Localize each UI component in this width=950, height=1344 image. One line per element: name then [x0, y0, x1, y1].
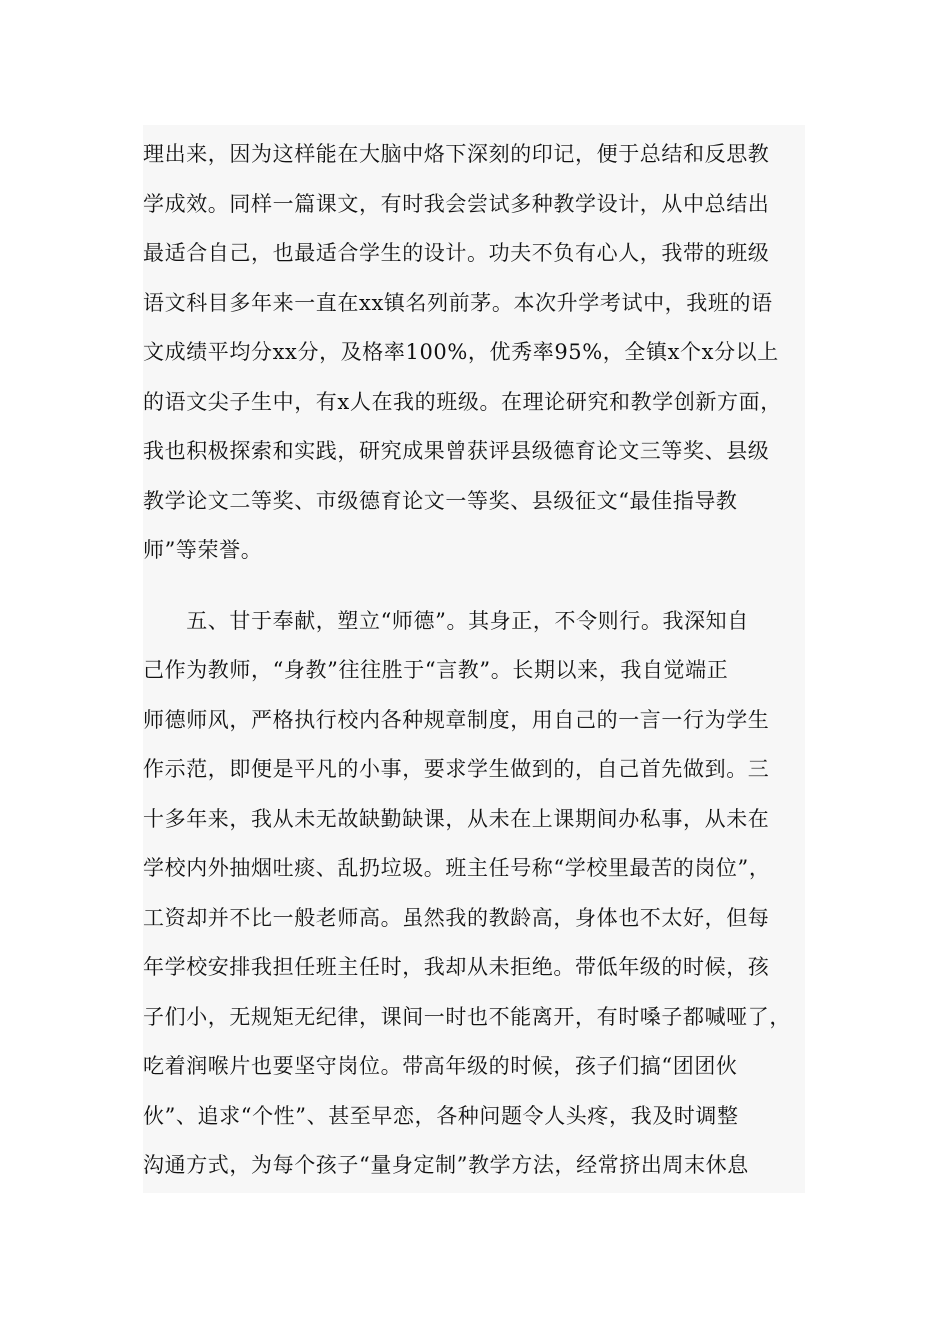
text-line: 我也积极探索和实践，研究成果曾获评县级德育论文三等奖、县级: [143, 439, 770, 463]
text-line: 学成效。同样一篇课文，有时我会尝试多种教学设计，从中总结出: [143, 192, 770, 216]
text-line: 理出来，因为这样能在大脑中烙下深刻的印记，便于总结和反思教: [143, 142, 770, 166]
text-line: 工资却并不比一般老师高。虽然我的教龄高，身体也不太好，但每: [143, 906, 770, 930]
text-line: 年学校安排我担任班主任时，我却从未拒绝。带低年级的时候，孩: [143, 955, 770, 979]
text-line: 十多年来，我从未无故缺勤缺课，从未在上课期间办私事，从未在: [143, 807, 770, 831]
text-line: 伙”、追求“个性”、甚至早恋，各种问题令人头疼，我及时调整: [143, 1104, 739, 1128]
text-line: 语文科目多年来一直在xx镇名列前茅。本次升学考试中，我班的语: [143, 291, 773, 315]
text-line: 五、甘于奉献，塑立“师德”。其身正，不令则行。我深知自: [143, 609, 749, 633]
text-line: 最适合自己，也最适合学生的设计。功夫不负有心人，我带的班级: [143, 241, 770, 265]
text-line: 己作为教师，“身教”往往胜于“言教”。长期以来，我自觉端正: [143, 658, 729, 682]
document-body: [143, 125, 805, 1193]
text-line: 作示范，即便是平凡的小事，要求学生做到的，自己首先做到。三: [143, 757, 770, 781]
text-line: 师德师风，严格执行校内各种规章制度，用自己的一言一行为学生: [143, 708, 770, 732]
text-line: 沟通方式，为每个孩子“量身定制”教学方法，经常挤出周末休息: [143, 1153, 749, 1177]
text-line: 吃着润喉片也要坚守岗位。带高年级的时候，孩子们搞“团团伙: [143, 1054, 738, 1078]
text-line: 的语文尖子生中，有x人在我的班级。在理论研究和教学创新方面，: [143, 390, 782, 414]
text-line: 师”等荣誉。: [143, 538, 263, 562]
text-line: 学校内外抽烟吐痰、乱扔垃圾。班主任号称“学校里最苦的岗位”，: [143, 856, 771, 880]
text-line: 子们小，无规矩无纪律，课间一时也不能离开，有时嗓子都喊哑了，: [143, 1005, 791, 1029]
text-line: 文成绩平均分xx分，及格率100%，优秀率95%，全镇x个x分以上: [143, 340, 779, 364]
text-line: 教学论文二等奖、市级德育论文一等奖、县级征文“最佳指导教: [143, 489, 738, 513]
